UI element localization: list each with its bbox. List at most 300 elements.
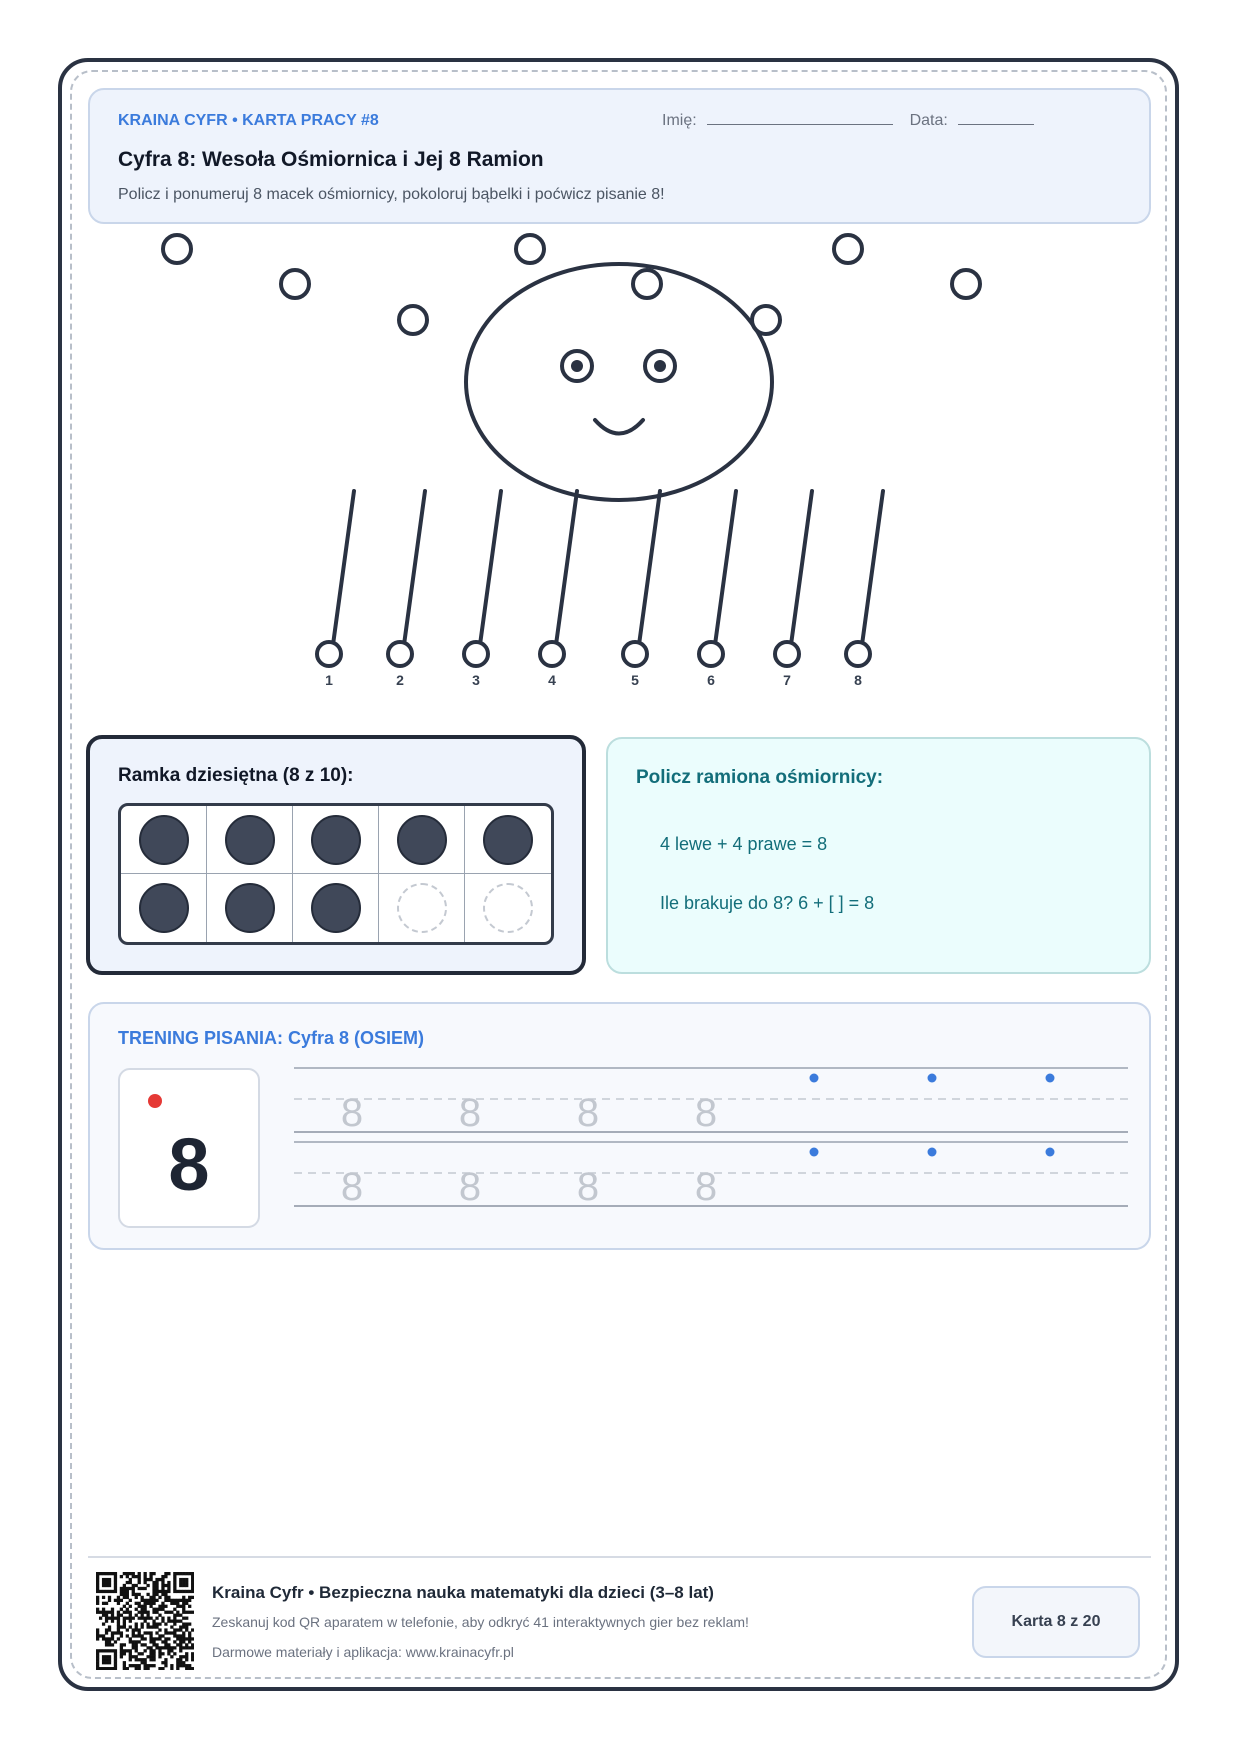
qr-module bbox=[182, 1611, 185, 1614]
ten-frame-cell[interactable] bbox=[465, 806, 551, 874]
qr-module bbox=[102, 1634, 105, 1637]
qr-module bbox=[96, 1584, 99, 1587]
qr-module bbox=[179, 1620, 182, 1623]
qr-module bbox=[138, 1631, 141, 1634]
qr-module bbox=[108, 1667, 111, 1670]
qr-module bbox=[164, 1605, 167, 1608]
qr-module bbox=[96, 1602, 99, 1605]
qr-module bbox=[117, 1617, 120, 1620]
qr-module bbox=[111, 1608, 114, 1611]
qr-module bbox=[117, 1628, 120, 1631]
qr-module bbox=[114, 1599, 117, 1602]
qr-module bbox=[167, 1652, 170, 1655]
qr-module bbox=[179, 1640, 182, 1643]
qr-module bbox=[176, 1634, 179, 1637]
qr-module bbox=[141, 1587, 144, 1590]
qr-module bbox=[129, 1640, 132, 1643]
qr-module bbox=[164, 1631, 167, 1634]
qr-module bbox=[138, 1605, 141, 1608]
qr-module bbox=[138, 1658, 141, 1661]
qr-module bbox=[185, 1572, 188, 1575]
qr-module bbox=[111, 1611, 114, 1614]
qr-module bbox=[176, 1637, 179, 1640]
qr-module bbox=[185, 1652, 188, 1655]
qr-module bbox=[146, 1584, 149, 1587]
qr-module bbox=[135, 1640, 138, 1643]
qr-module bbox=[123, 1596, 126, 1599]
qr-module bbox=[114, 1590, 117, 1593]
qr-module bbox=[191, 1578, 194, 1581]
qr-module bbox=[149, 1652, 152, 1655]
qr-module bbox=[146, 1646, 149, 1649]
qr-module bbox=[114, 1640, 117, 1643]
counter-empty bbox=[483, 883, 533, 933]
qr-module bbox=[132, 1655, 135, 1658]
qr-module bbox=[96, 1596, 99, 1599]
qr-module bbox=[102, 1655, 105, 1658]
qr-module bbox=[146, 1664, 149, 1667]
qr-module bbox=[170, 1664, 173, 1667]
octopus-smile bbox=[595, 420, 643, 434]
qr-module bbox=[173, 1628, 176, 1631]
qr-module bbox=[123, 1652, 126, 1655]
series-label: KRAINA CYFR • KARTA PRACY #8 bbox=[118, 112, 379, 129]
ten-frame-cell[interactable] bbox=[465, 874, 551, 942]
qr-module bbox=[173, 1640, 176, 1643]
qr-module bbox=[167, 1649, 170, 1652]
qr-module bbox=[108, 1643, 111, 1646]
qr-module bbox=[152, 1611, 155, 1614]
counter-empty bbox=[397, 883, 447, 933]
qr-module bbox=[141, 1614, 144, 1617]
ten-frame-panel bbox=[86, 735, 586, 975]
qr-module bbox=[138, 1617, 141, 1620]
qr-module bbox=[102, 1572, 105, 1575]
qr-module bbox=[114, 1587, 117, 1590]
qr-module bbox=[135, 1622, 138, 1625]
qr-module bbox=[123, 1643, 126, 1646]
qr-module bbox=[141, 1599, 144, 1602]
qr-module bbox=[179, 1637, 182, 1640]
qr-module bbox=[111, 1572, 114, 1575]
start-dot[interactable] bbox=[810, 1148, 819, 1157]
ten-frame-cell[interactable] bbox=[121, 806, 207, 874]
qr-module bbox=[96, 1611, 99, 1614]
qr-module bbox=[179, 1658, 182, 1661]
qr-module bbox=[179, 1599, 182, 1602]
qr-module bbox=[170, 1599, 173, 1602]
qr-module bbox=[141, 1658, 144, 1661]
qr-module bbox=[123, 1625, 126, 1628]
qr-module bbox=[149, 1605, 152, 1608]
counter-filled bbox=[397, 815, 447, 865]
qr-module bbox=[152, 1625, 155, 1628]
qr-module bbox=[132, 1643, 135, 1646]
qr-module bbox=[138, 1628, 141, 1631]
trace-digit[interactable]: 8 bbox=[340, 1165, 364, 1209]
qr-module bbox=[135, 1593, 138, 1596]
qr-module bbox=[114, 1578, 117, 1581]
date-input-line[interactable] bbox=[958, 123, 1034, 125]
qr-module bbox=[176, 1667, 179, 1670]
qr-module bbox=[144, 1631, 147, 1634]
qr-module bbox=[141, 1637, 144, 1640]
qr-module bbox=[173, 1590, 176, 1593]
name-label: Imię: bbox=[662, 112, 697, 129]
qr-module bbox=[155, 1625, 158, 1628]
qr-module bbox=[96, 1655, 99, 1658]
qr-module bbox=[141, 1596, 144, 1599]
counter-filled bbox=[311, 883, 361, 933]
qr-module bbox=[146, 1617, 149, 1620]
qr-module bbox=[155, 1581, 158, 1584]
qr-module bbox=[132, 1664, 135, 1667]
bubble[interactable] bbox=[163, 235, 191, 263]
qr-module bbox=[114, 1652, 117, 1655]
ten-frame-cell[interactable] bbox=[379, 806, 465, 874]
qr-module bbox=[123, 1572, 126, 1575]
qr-module bbox=[135, 1646, 138, 1649]
qr-module bbox=[179, 1578, 182, 1581]
qr-module bbox=[108, 1590, 111, 1593]
qr-module bbox=[191, 1652, 194, 1655]
qr-module bbox=[155, 1617, 158, 1620]
qr-module bbox=[149, 1617, 152, 1620]
qr-module bbox=[144, 1649, 147, 1652]
qr-module bbox=[182, 1637, 185, 1640]
trace-digit[interactable]: 8 bbox=[576, 1165, 600, 1209]
start-dot[interactable] bbox=[928, 1074, 937, 1083]
qr-module bbox=[108, 1584, 111, 1587]
qr-module bbox=[129, 1617, 132, 1620]
qr-module bbox=[108, 1578, 111, 1581]
qr-module bbox=[167, 1572, 170, 1575]
qr-module bbox=[138, 1611, 141, 1614]
counting-title: Policz ramiona ośmiornicy: bbox=[636, 767, 884, 788]
bubble[interactable] bbox=[516, 235, 544, 263]
qr-module bbox=[191, 1646, 194, 1649]
qr-module bbox=[96, 1637, 99, 1640]
bubble[interactable] bbox=[281, 270, 309, 298]
start-dot[interactable] bbox=[928, 1148, 937, 1157]
bubble[interactable] bbox=[952, 270, 980, 298]
qr-module bbox=[158, 1667, 161, 1670]
qr-module bbox=[182, 1572, 185, 1575]
qr-module bbox=[176, 1614, 179, 1617]
qr-module bbox=[188, 1634, 191, 1637]
qr-module bbox=[164, 1590, 167, 1593]
qr-module bbox=[105, 1658, 108, 1661]
counter-filled bbox=[225, 815, 275, 865]
qr-module bbox=[111, 1667, 114, 1670]
qr-module bbox=[173, 1584, 176, 1587]
qr-module bbox=[173, 1578, 176, 1581]
qr-module bbox=[155, 1637, 158, 1640]
qr-module bbox=[138, 1602, 141, 1605]
qr-module bbox=[132, 1590, 135, 1593]
trace-digit[interactable]: 8 bbox=[458, 1165, 482, 1209]
qr-module bbox=[182, 1655, 185, 1658]
qr-module bbox=[96, 1649, 99, 1652]
qr-module bbox=[149, 1625, 152, 1628]
qr-module bbox=[191, 1596, 194, 1599]
qr-module bbox=[185, 1578, 188, 1581]
qr-module bbox=[129, 1637, 132, 1640]
qr-module bbox=[179, 1634, 182, 1637]
tentacle-number-1: 1 bbox=[325, 672, 333, 688]
qr-module bbox=[176, 1620, 179, 1623]
qr-module bbox=[152, 1652, 155, 1655]
qr-module bbox=[120, 1599, 123, 1602]
qr-module bbox=[105, 1667, 108, 1670]
qr-module bbox=[152, 1640, 155, 1643]
qr-module bbox=[173, 1617, 176, 1620]
qr-module bbox=[179, 1655, 182, 1658]
trace-digit[interactable]: 8 bbox=[458, 1091, 482, 1135]
qr-code[interactable] bbox=[96, 1572, 194, 1670]
qr-module bbox=[173, 1575, 176, 1578]
qr-module bbox=[185, 1664, 188, 1667]
bubble[interactable] bbox=[399, 306, 427, 334]
ten-frame-cell[interactable] bbox=[207, 806, 293, 874]
qr-module bbox=[144, 1661, 147, 1664]
model-digit: 8 bbox=[168, 1123, 210, 1206]
qr-module bbox=[114, 1584, 117, 1587]
qr-module bbox=[105, 1611, 108, 1614]
qr-module bbox=[135, 1625, 138, 1628]
bubble[interactable] bbox=[633, 270, 661, 298]
qr-module bbox=[123, 1617, 126, 1620]
qr-module bbox=[164, 1646, 167, 1649]
qr-module bbox=[149, 1634, 152, 1637]
qr-module bbox=[120, 1649, 123, 1652]
qr-module bbox=[96, 1664, 99, 1667]
qr-module bbox=[155, 1590, 158, 1593]
qr-module bbox=[117, 1602, 120, 1605]
qr-module bbox=[108, 1655, 111, 1658]
handwriting-lines[interactable] bbox=[294, 1066, 1128, 1226]
qr-module bbox=[158, 1652, 161, 1655]
qr-module bbox=[111, 1620, 114, 1623]
qr-module bbox=[146, 1611, 149, 1614]
qr-module bbox=[129, 1599, 132, 1602]
qr-module bbox=[129, 1572, 132, 1575]
qr-module bbox=[108, 1628, 111, 1631]
qr-module bbox=[144, 1575, 147, 1578]
qr-module bbox=[152, 1584, 155, 1587]
tentacles bbox=[332, 491, 883, 652]
qr-module bbox=[102, 1581, 105, 1584]
qr-module bbox=[149, 1658, 152, 1661]
ten-frame-cell[interactable] bbox=[293, 806, 379, 874]
qr-module bbox=[141, 1622, 144, 1625]
qr-module bbox=[161, 1652, 164, 1655]
qr-module bbox=[132, 1572, 135, 1575]
qr-module bbox=[167, 1611, 170, 1614]
qr-module bbox=[185, 1622, 188, 1625]
qr-module bbox=[158, 1628, 161, 1631]
ten-frame-cell[interactable] bbox=[207, 874, 293, 942]
qr-module bbox=[141, 1605, 144, 1608]
qr-module bbox=[152, 1637, 155, 1640]
qr-module bbox=[96, 1581, 99, 1584]
name-input-line[interactable] bbox=[707, 123, 893, 125]
ten-frame-cell[interactable] bbox=[293, 874, 379, 942]
qr-module bbox=[176, 1602, 179, 1605]
qr-module bbox=[144, 1602, 147, 1605]
qr-module bbox=[123, 1661, 126, 1664]
qr-module bbox=[152, 1599, 155, 1602]
bubble[interactable] bbox=[752, 306, 780, 334]
qr-module bbox=[158, 1605, 161, 1608]
qr-module bbox=[191, 1581, 194, 1584]
qr-module bbox=[164, 1628, 167, 1631]
qr-module bbox=[114, 1655, 117, 1658]
start-dot[interactable] bbox=[810, 1074, 819, 1083]
qr-module bbox=[99, 1617, 102, 1620]
qr-module bbox=[126, 1611, 129, 1614]
qr-module bbox=[185, 1599, 188, 1602]
qr-module bbox=[167, 1599, 170, 1602]
qr-module bbox=[179, 1664, 182, 1667]
qr-module bbox=[155, 1643, 158, 1646]
qr-module bbox=[144, 1643, 147, 1646]
page-title: Cyfra 8: Wesoła Ośmiornica i Jej 8 Ramion bbox=[118, 148, 544, 171]
qr-module bbox=[149, 1578, 152, 1581]
qr-module bbox=[96, 1608, 99, 1611]
qr-module bbox=[96, 1628, 99, 1631]
qr-module bbox=[108, 1611, 111, 1614]
tentacle-tips bbox=[317, 642, 870, 666]
qr-module bbox=[105, 1640, 108, 1643]
qr-module bbox=[135, 1614, 138, 1617]
qr-module bbox=[102, 1611, 105, 1614]
qr-module bbox=[185, 1584, 188, 1587]
qr-module bbox=[179, 1605, 182, 1608]
start-dot[interactable] bbox=[1046, 1148, 1055, 1157]
qr-module bbox=[132, 1634, 135, 1637]
qr-module bbox=[117, 1637, 120, 1640]
page-number-badge: Karta 8 z 20 bbox=[972, 1586, 1140, 1658]
qr-module bbox=[96, 1587, 99, 1590]
qr-module bbox=[146, 1631, 149, 1634]
qr-module bbox=[105, 1620, 108, 1623]
counter-filled bbox=[311, 815, 361, 865]
qr-module bbox=[126, 1593, 129, 1596]
qr-module bbox=[138, 1667, 141, 1670]
qr-module bbox=[185, 1643, 188, 1646]
qr-module bbox=[164, 1661, 167, 1664]
qr-module bbox=[129, 1664, 132, 1667]
trace-digit[interactable]: 8 bbox=[340, 1091, 364, 1135]
counter-filled bbox=[225, 883, 275, 933]
ten-frame-cell[interactable] bbox=[379, 874, 465, 942]
qr-module bbox=[132, 1617, 135, 1620]
qr-module bbox=[141, 1617, 144, 1620]
qr-module bbox=[123, 1622, 126, 1625]
qr-module bbox=[138, 1640, 141, 1643]
trace-digit[interactable]: 8 bbox=[694, 1165, 718, 1209]
qr-module bbox=[188, 1646, 191, 1649]
qr-module bbox=[182, 1581, 185, 1584]
qr-module bbox=[105, 1628, 108, 1631]
qr-module bbox=[146, 1622, 149, 1625]
qr-module bbox=[155, 1587, 158, 1590]
qr-module bbox=[176, 1611, 179, 1614]
qr-module bbox=[191, 1628, 194, 1631]
qr-module bbox=[173, 1620, 176, 1623]
qr-module bbox=[135, 1596, 138, 1599]
qr-module bbox=[114, 1631, 117, 1634]
qr-module bbox=[167, 1584, 170, 1587]
qr-module bbox=[114, 1664, 117, 1667]
qr-module bbox=[164, 1637, 167, 1640]
qr-module bbox=[176, 1590, 179, 1593]
qr-module bbox=[144, 1620, 147, 1623]
qr-module bbox=[149, 1637, 152, 1640]
qr-module bbox=[185, 1590, 188, 1593]
qr-module bbox=[164, 1596, 167, 1599]
start-dot[interactable] bbox=[1046, 1074, 1055, 1083]
qr-module bbox=[158, 1596, 161, 1599]
qr-module bbox=[102, 1596, 105, 1599]
qr-module bbox=[135, 1667, 138, 1670]
qr-module bbox=[102, 1667, 105, 1670]
qr-module bbox=[135, 1584, 138, 1587]
qr-module bbox=[173, 1652, 176, 1655]
octopus-illustration bbox=[100, 226, 1141, 706]
qr-module bbox=[173, 1634, 176, 1637]
qr-module bbox=[149, 1596, 152, 1599]
qr-module bbox=[126, 1575, 129, 1578]
qr-module bbox=[114, 1575, 117, 1578]
missing-number-question[interactable]: Ile brakuje do 8? 6 + [ ] = 8 bbox=[660, 893, 875, 913]
bubble[interactable] bbox=[834, 235, 862, 263]
qr-module bbox=[114, 1658, 117, 1661]
qr-module bbox=[182, 1646, 185, 1649]
qr-module bbox=[167, 1596, 170, 1599]
qr-module bbox=[144, 1637, 147, 1640]
qr-module bbox=[129, 1655, 132, 1658]
qr-module bbox=[191, 1611, 194, 1614]
footer-website: Darmowe materiały i aplikacja: www.krainacyfr.pl bbox=[212, 1644, 514, 1660]
qr-module bbox=[179, 1572, 182, 1575]
qr-module bbox=[126, 1667, 129, 1670]
worksheet-header bbox=[88, 88, 1151, 224]
qr-module bbox=[188, 1599, 191, 1602]
octopus-head bbox=[466, 264, 772, 500]
qr-module bbox=[129, 1587, 132, 1590]
qr-module bbox=[158, 1614, 161, 1617]
qr-module bbox=[149, 1646, 152, 1649]
qr-module bbox=[144, 1581, 147, 1584]
qr-module bbox=[152, 1590, 155, 1593]
qr-module bbox=[126, 1596, 129, 1599]
qr-module bbox=[96, 1599, 99, 1602]
qr-module bbox=[138, 1634, 141, 1637]
qr-module bbox=[96, 1634, 99, 1637]
qr-module bbox=[188, 1572, 191, 1575]
trace-digit[interactable]: 8 bbox=[576, 1091, 600, 1135]
qr-module bbox=[158, 1646, 161, 1649]
qr-module bbox=[179, 1584, 182, 1587]
qr-module bbox=[96, 1578, 99, 1581]
trace-digit[interactable]: 8 bbox=[694, 1091, 718, 1135]
qr-module bbox=[152, 1572, 155, 1575]
qr-module bbox=[179, 1646, 182, 1649]
ten-frame-cell[interactable] bbox=[121, 874, 207, 942]
qr-module bbox=[132, 1628, 135, 1631]
